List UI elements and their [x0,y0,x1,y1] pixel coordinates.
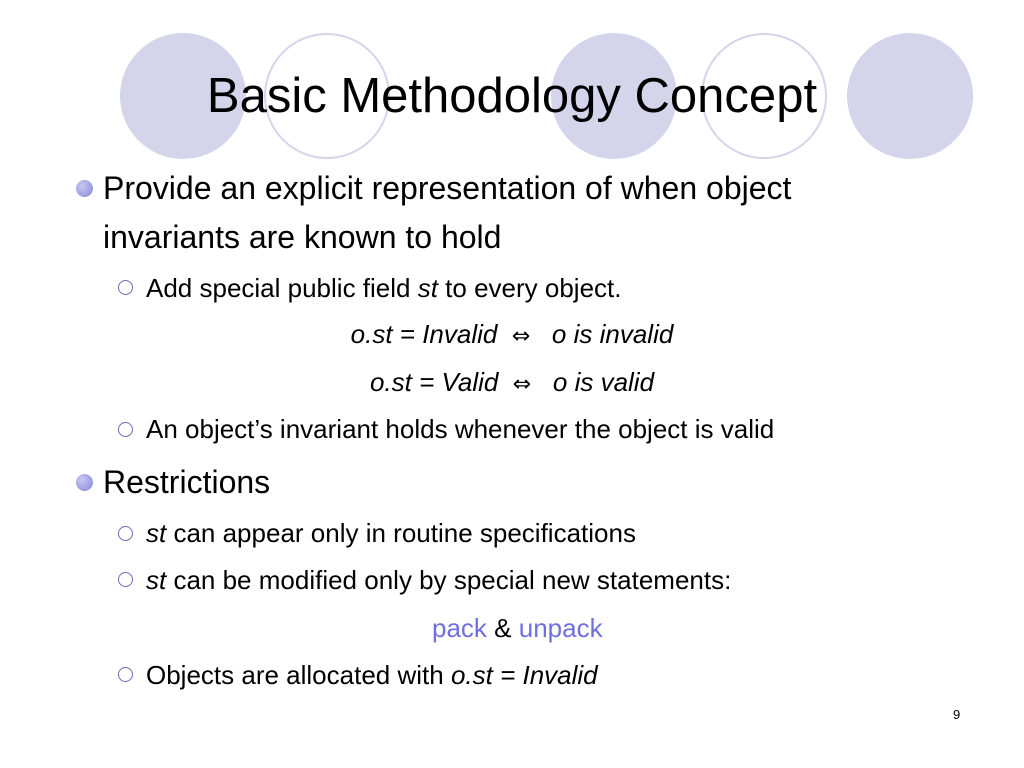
field-name: st [417,273,438,303]
formula-lhs: o.st = Invalid [350,319,498,349]
bullet-icon [76,474,93,491]
keyword-pack: pack [432,613,487,643]
sub-bullet-text [146,272,622,304]
formula-rhs: o is valid [552,367,655,397]
sub-bullet-icon [118,422,133,437]
text-run: can appear only in routine specifications [166,518,636,548]
page-number: 9 [953,707,961,722]
bullet-text: Provide an explicit representation of when object [103,170,792,206]
slide-title: Basic Methodology Concept [206,69,818,123]
keyword-amp: & [494,613,512,643]
sub-bullet-text [146,659,598,691]
keywords-line [432,612,603,644]
keyword-unpack: unpack [518,613,603,643]
sub-bullet-icon [118,526,133,541]
bullet-icon [76,180,93,197]
sub-bullet-icon [118,667,133,682]
sub-bullet-text [146,564,731,596]
sub-bullet-icon [118,572,133,587]
formula-lhs: o.st = Valid [369,367,499,397]
formula-rhs: o is invalid [551,319,674,349]
text-run: can be modified only by special new statements: [166,565,732,595]
bullet-text: Restrictions [103,464,271,500]
text-run: to every object. [437,273,622,303]
formula-valid [0,366,1024,401]
formula-invalid [0,318,1024,353]
bullet-text: invariants are known to hold [103,219,502,255]
sub-bullet-text: An object’s invariant holds whenever the object is valid [146,414,775,444]
text-run: Objects are allocated with [146,660,451,690]
field-name: st [146,565,167,595]
text-run: Add special public field [146,273,418,303]
sub-bullet-icon [118,280,133,295]
field-name: st [146,518,167,548]
formula-inline: o.st = Invalid [450,660,598,690]
equivalence-icon: ⇔ [512,372,532,397]
sub-bullet-text [146,517,636,549]
equivalence-icon: ⇔ [511,324,531,349]
